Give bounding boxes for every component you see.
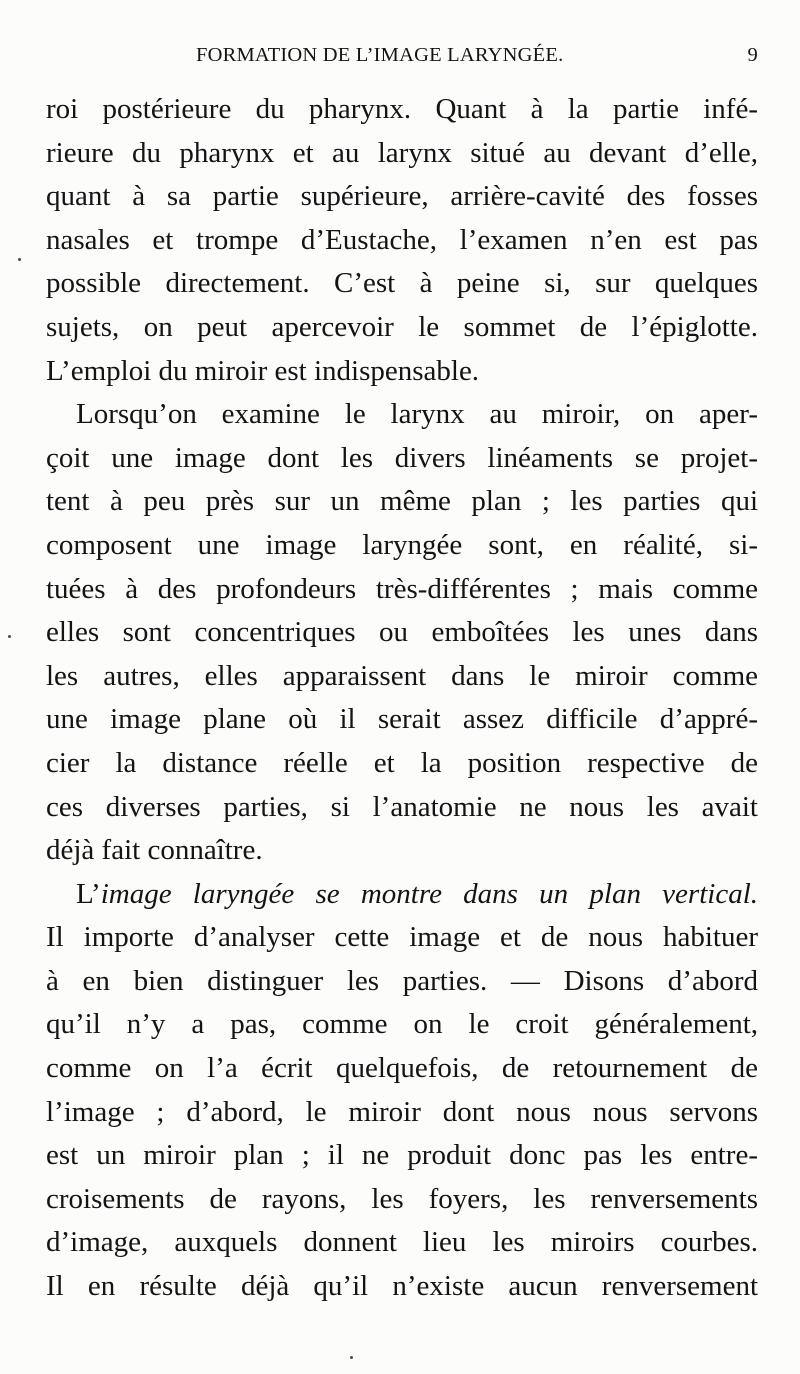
- text-line: une image plane où il serait assez difficile d’appré-: [46, 703, 758, 736]
- text-line: possible directement. C’est à peine si, sur quelques: [46, 267, 758, 300]
- page-header: [46, 40, 758, 74]
- text-line: déjà fait connaître.: [46, 834, 263, 867]
- text-line: est un miroir plan ; il ne produit donc pas les entre-: [46, 1139, 758, 1172]
- text-line: quant à sa partie supérieure, arrière-cavité des fosses: [46, 180, 758, 213]
- text-line: ces diverses parties, si l’anatomie ne nous les avait: [46, 790, 758, 823]
- text-line: elles sont concentriques ou emboîtées les unes dans: [46, 616, 758, 649]
- text-line: roi postérieure du pharynx. Quant à la partie infé-: [46, 93, 758, 125]
- text-line: d’image, auxquels donnent lieu les miroirs courbes.: [46, 1226, 758, 1259]
- text-line: les autres, elles apparaissent dans le miroir comme: [46, 659, 758, 692]
- italic-heading-line: [46, 873, 758, 917]
- text-line: sujets, on peut apercevoir le sommet de l’épiglotte.: [46, 310, 758, 343]
- text-line: Il en résulte déjà qu’il n’existe aucun renversement: [46, 1270, 758, 1303]
- print-speck: [350, 1356, 353, 1359]
- text-line: comme on l’a écrit quelquefois, de retournement de: [46, 1052, 758, 1085]
- text-line: Il importe d’analyser cette image et de nous habituer: [46, 921, 758, 954]
- text-line: Lorsqu’on examine le larynx au miroir, on aper-: [76, 398, 758, 431]
- text-line: qu’il n’y a pas, comme on le croit généralement,: [46, 1008, 758, 1041]
- text-line: cier la distance réelle et la position respective de: [46, 746, 758, 779]
- text-line: croisements de rayons, les foyers, les renversements: [46, 1182, 758, 1215]
- page-number: 9: [747, 44, 758, 66]
- text-line: composent une image laryngée sont, en réalité, si-: [46, 528, 758, 561]
- text-line: rieure du pharynx et au larynx situé au devant d’elle,: [46, 136, 758, 169]
- text-line: L’emploi du miroir est indispensable.: [46, 354, 480, 387]
- text-line: tuées à des profondeurs très-différentes ; mais comme: [46, 572, 758, 605]
- text-line: l’image ; d’abord, le miroir dont nous nous servons: [46, 1095, 758, 1128]
- body-text: [46, 88, 758, 1309]
- print-speck: [18, 258, 21, 261]
- running-title: FORMATION DE L’IMAGE LARYNGÉE.: [196, 44, 564, 66]
- text-line: çoit une image dont les divers linéaments se projet-: [46, 441, 758, 474]
- italic-heading: image laryngée se montre dans un plan vertical.: [100, 877, 758, 910]
- heading-prefix: L’: [76, 877, 101, 910]
- text-line: nasales et trompe d’Eustache, l’examen n’en est pas: [46, 223, 758, 256]
- text-line: à en bien distinguer les parties. — Disons d’abord: [46, 964, 758, 997]
- text-line: tent à peu près sur un même plan ; les parties qui: [46, 485, 758, 518]
- print-speck: [8, 635, 11, 638]
